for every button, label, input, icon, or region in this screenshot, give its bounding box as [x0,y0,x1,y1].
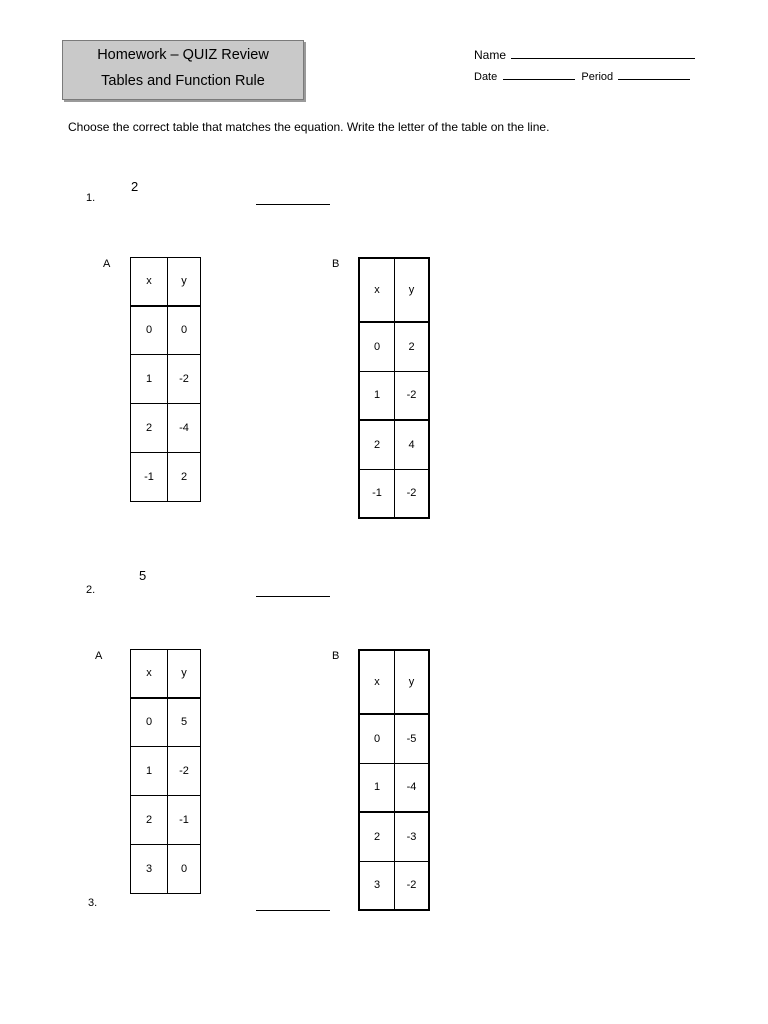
table-cell: 3 [131,845,168,894]
answer-line[interactable] [256,910,330,911]
table-cell: 5 [168,698,201,747]
header-cell: y [395,258,430,322]
table-cell: -3 [395,812,430,861]
name-blank [511,47,695,59]
table-header-row [131,258,201,306]
table-header-row [131,650,201,698]
header-cell: x [131,258,168,306]
table-cell: -1 [168,796,201,845]
function-table [130,649,201,894]
table-cell: 1 [359,371,395,420]
table-row [359,371,429,420]
table-cell: 1 [131,355,168,404]
function-table [130,257,201,502]
table-letter: B [332,650,340,662]
table-cell: -4 [395,763,430,812]
equation-fragment: 2 [131,179,139,194]
table-cell: 2 [359,420,395,469]
table-cell: -2 [395,861,430,910]
table-cell: 1 [359,763,395,812]
table-cell: 0 [168,845,201,894]
table-cell: 0 [168,306,201,355]
table-row [359,420,429,469]
table-row [359,714,429,763]
header-cell: x [359,258,395,322]
worksheet-subtitle: Tables and Function Rule [101,73,265,89]
function-table [358,257,430,519]
date-blank [503,68,575,80]
table-cell: -1 [359,469,395,518]
table-cell: -5 [395,714,430,763]
table-header-row [359,650,429,714]
date-period-field [474,68,690,83]
table-cell: 2 [131,796,168,845]
table-cell: 2 [131,404,168,453]
table-cell: -2 [395,371,430,420]
worksheet-title: Homework – QUIZ Review [97,47,269,63]
table-letter: B [332,258,340,270]
table-row [131,306,201,355]
table-cell: 0 [131,698,168,747]
answer-line[interactable] [256,204,330,205]
table-cell: 4 [395,420,430,469]
table-row [131,747,201,796]
table-row [131,453,201,502]
table-cell: 0 [131,306,168,355]
title-box [62,40,304,100]
instructions: Choose the correct table that matches the equation. Write the letter of the table on the line. [68,120,550,134]
name-label: Name [474,48,507,62]
table-cell: 0 [359,714,395,763]
table-letter: A [103,258,111,270]
table-row [359,861,429,910]
table-cell: 2 [395,322,430,371]
table-cell: 1 [131,747,168,796]
table-row [131,355,201,404]
table-row [131,404,201,453]
table-cell: 2 [168,453,201,502]
table-row [131,698,201,747]
function-table [358,649,430,911]
table-cell: -4 [168,404,201,453]
question-number: 1. [86,192,96,204]
table-cell: -2 [395,469,430,518]
table-row [131,796,201,845]
period-label: Period [581,71,614,83]
table-row [359,812,429,861]
table-letter: A [95,650,103,662]
table-row [359,763,429,812]
table-cell: 2 [359,812,395,861]
header-cell: x [359,650,395,714]
period-blank [618,68,690,80]
table-row [359,469,429,518]
table-cell: -2 [168,747,201,796]
table-row [131,845,201,894]
header-cell: y [168,650,201,698]
question-number: 3. [88,897,98,909]
header-cell: y [395,650,430,714]
table-row [359,322,429,371]
question-number: 2. [86,584,96,596]
table-header-row [359,258,429,322]
table-cell: -1 [131,453,168,502]
date-label: Date [474,71,498,83]
table-cell: 0 [359,322,395,371]
answer-line[interactable] [256,596,330,597]
header-cell: x [131,650,168,698]
table-cell: -2 [168,355,201,404]
header-cell: y [168,258,201,306]
equation-fragment: 5 [139,568,147,583]
table-cell: 3 [359,861,395,910]
name-field [474,47,695,62]
